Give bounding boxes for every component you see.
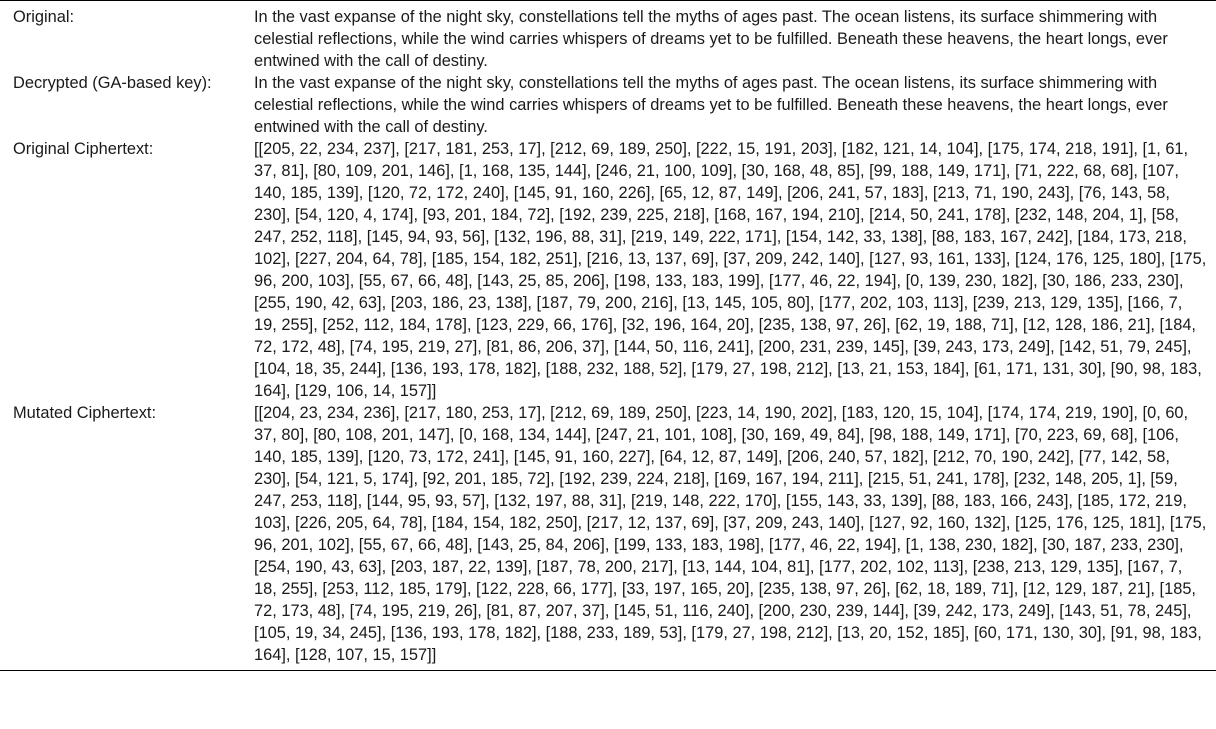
- row-decrypted: [0, 72, 1216, 138]
- row-label: Original:: [13, 8, 75, 26]
- row-label: Mutated Ciphertext:: [13, 404, 157, 422]
- original-ciphertext: [[205, 22, 234, 237], [217, 181, 253, 17], [212, 69, 189, 250], [222, 15, 191, 203], [182, 121, 14, 104], [175, 174, 218, 191], [1, 61, 37, 81], [80, 109, 201, 146], [1, 168, 135, 144], [246, 21, 100, 109], [30, 168, 48, 85], [99, 188, 149, 171], [71, 222, 68, 68], [107, 140, 185, 139], [120, 72, 172, 240], [145, 91, 160, 226], [65, 12, 87, 149], [206, 241, 57, 183], [213, 71, 190, 243], [76, 143, 58, 230], [54, 120, 4, 174], [93, 201, 184, 72], [192, 239, 225, 218], [168, 167, 194, 210], [214, 50, 241, 178], [232, 148, 204, 1], [58, 247, 252, 118], [145, 94, 93, 56], [132, 196, 88, 31], [219, 149, 222, 171], [154, 142, 33, 138], [88, 183, 167, 242], [184, 173, 218, 102], [227, 204, 64, 78], [185, 154, 182, 251], [216, 13, 137, 69], [37, 209, 242, 140], [127, 93, 161, 133], [124, 176, 125, 180], [175, 96, 200, 103], [55, 67, 66, 48], [143, 25, 85, 206], [198, 133, 183, 199], [177, 46, 22, 194], [0, 139, 230, 182], [30, 186, 233, 230], [255, 190, 42, 63], [203, 186, 23, 138], [187, 79, 200, 216], [13, 145, 105, 80], [177, 202, 103, 113], [239, 213, 129, 135], [166, 7, 19, 255], [252, 112, 184, 178], [123, 229, 66, 176], [32, 196, 164, 20], [235, 138, 97, 26], [62, 19, 188, 71], [12, 128, 186, 21], [184, 72, 172, 48], [74, 195, 219, 27], [81, 86, 206, 37], [144, 50, 116, 241], [200, 231, 239, 145], [39, 243, 173, 249], [142, 51, 79, 245], [104, 18, 35, 244], [136, 193, 178, 182], [188, 232, 188, 52], [179, 27, 198, 212], [13, 21, 153, 184], [61, 171, 131, 30], [90, 98, 183, 164], [129, 106, 14, 157]]: [254, 140, 1207, 400]
- row-label: Decrypted (GA-based key):: [13, 74, 212, 92]
- row-label: Original Ciphertext:: [13, 140, 154, 158]
- row-original: [0, 1, 1216, 73]
- original-text: In the vast expanse of the night sky, constellations tell the myths of ages past. The ocean listens, its surface shimmering with celestial reflections, while the wind carries whispers of dreams yet to be fulfilled. Beneath these heavens, the heart longs, ever entwined with the call of destiny.: [254, 8, 1168, 70]
- mutated-ciphertext: [[204, 23, 234, 236], [217, 180, 253, 17], [212, 69, 189, 250], [223, 14, 190, 202], [183, 120, 15, 104], [174, 174, 219, 190], [0, 60, 37, 80], [80, 108, 201, 147], [0, 168, 134, 144], [247, 21, 101, 108], [30, 169, 49, 84], [98, 188, 149, 171], [70, 223, 69, 68], [106, 140, 185, 139], [120, 73, 172, 241], [145, 91, 160, 227], [64, 12, 87, 149], [206, 240, 57, 182], [212, 70, 190, 242], [77, 142, 58, 230], [54, 121, 5, 174], [92, 201, 185, 72], [192, 239, 224, 218], [169, 167, 194, 211], [215, 51, 241, 178], [232, 148, 205, 1], [59, 247, 253, 118], [144, 95, 93, 57], [132, 197, 88, 31], [219, 148, 222, 170], [155, 143, 33, 139], [88, 183, 166, 243], [185, 172, 219, 103], [226, 205, 64, 78], [184, 154, 182, 250], [217, 12, 137, 69], [37, 209, 243, 140], [127, 92, 160, 132], [125, 176, 125, 181], [175, 96, 201, 102], [55, 67, 66, 48], [143, 25, 84, 206], [199, 133, 183, 198], [177, 46, 22, 194], [1, 138, 230, 182], [30, 187, 233, 230], [254, 190, 43, 63], [203, 187, 22, 139], [187, 78, 200, 217], [13, 144, 104, 81], [177, 202, 102, 113], [238, 213, 129, 135], [167, 7, 18, 255], [253, 112, 185, 179], [122, 228, 66, 177], [33, 197, 165, 20], [235, 138, 97, 26], [62, 18, 189, 71], [12, 129, 187, 21], [185, 72, 173, 48], [74, 195, 219, 26], [81, 87, 207, 37], [145, 51, 116, 240], [200, 230, 239, 144], [39, 242, 173, 249], [143, 51, 78, 245], [105, 19, 34, 245], [136, 193, 178, 182], [188, 233, 189, 53], [179, 27, 198, 212], [13, 20, 152, 185], [60, 171, 130, 30], [91, 98, 183, 164], [128, 107, 15, 157]]: [254, 404, 1207, 664]
- row-mutated-ciphertext: [0, 402, 1216, 671]
- row-original-ciphertext: [0, 138, 1216, 402]
- decrypted-text: In the vast expanse of the night sky, constellations tell the myths of ages past. The ocean listens, its surface shimmering with celestial reflections, while the wind carries whispers of dreams yet to be fulfilled. Beneath these heavens, the heart longs, ever entwined with the call of destiny.: [254, 74, 1168, 136]
